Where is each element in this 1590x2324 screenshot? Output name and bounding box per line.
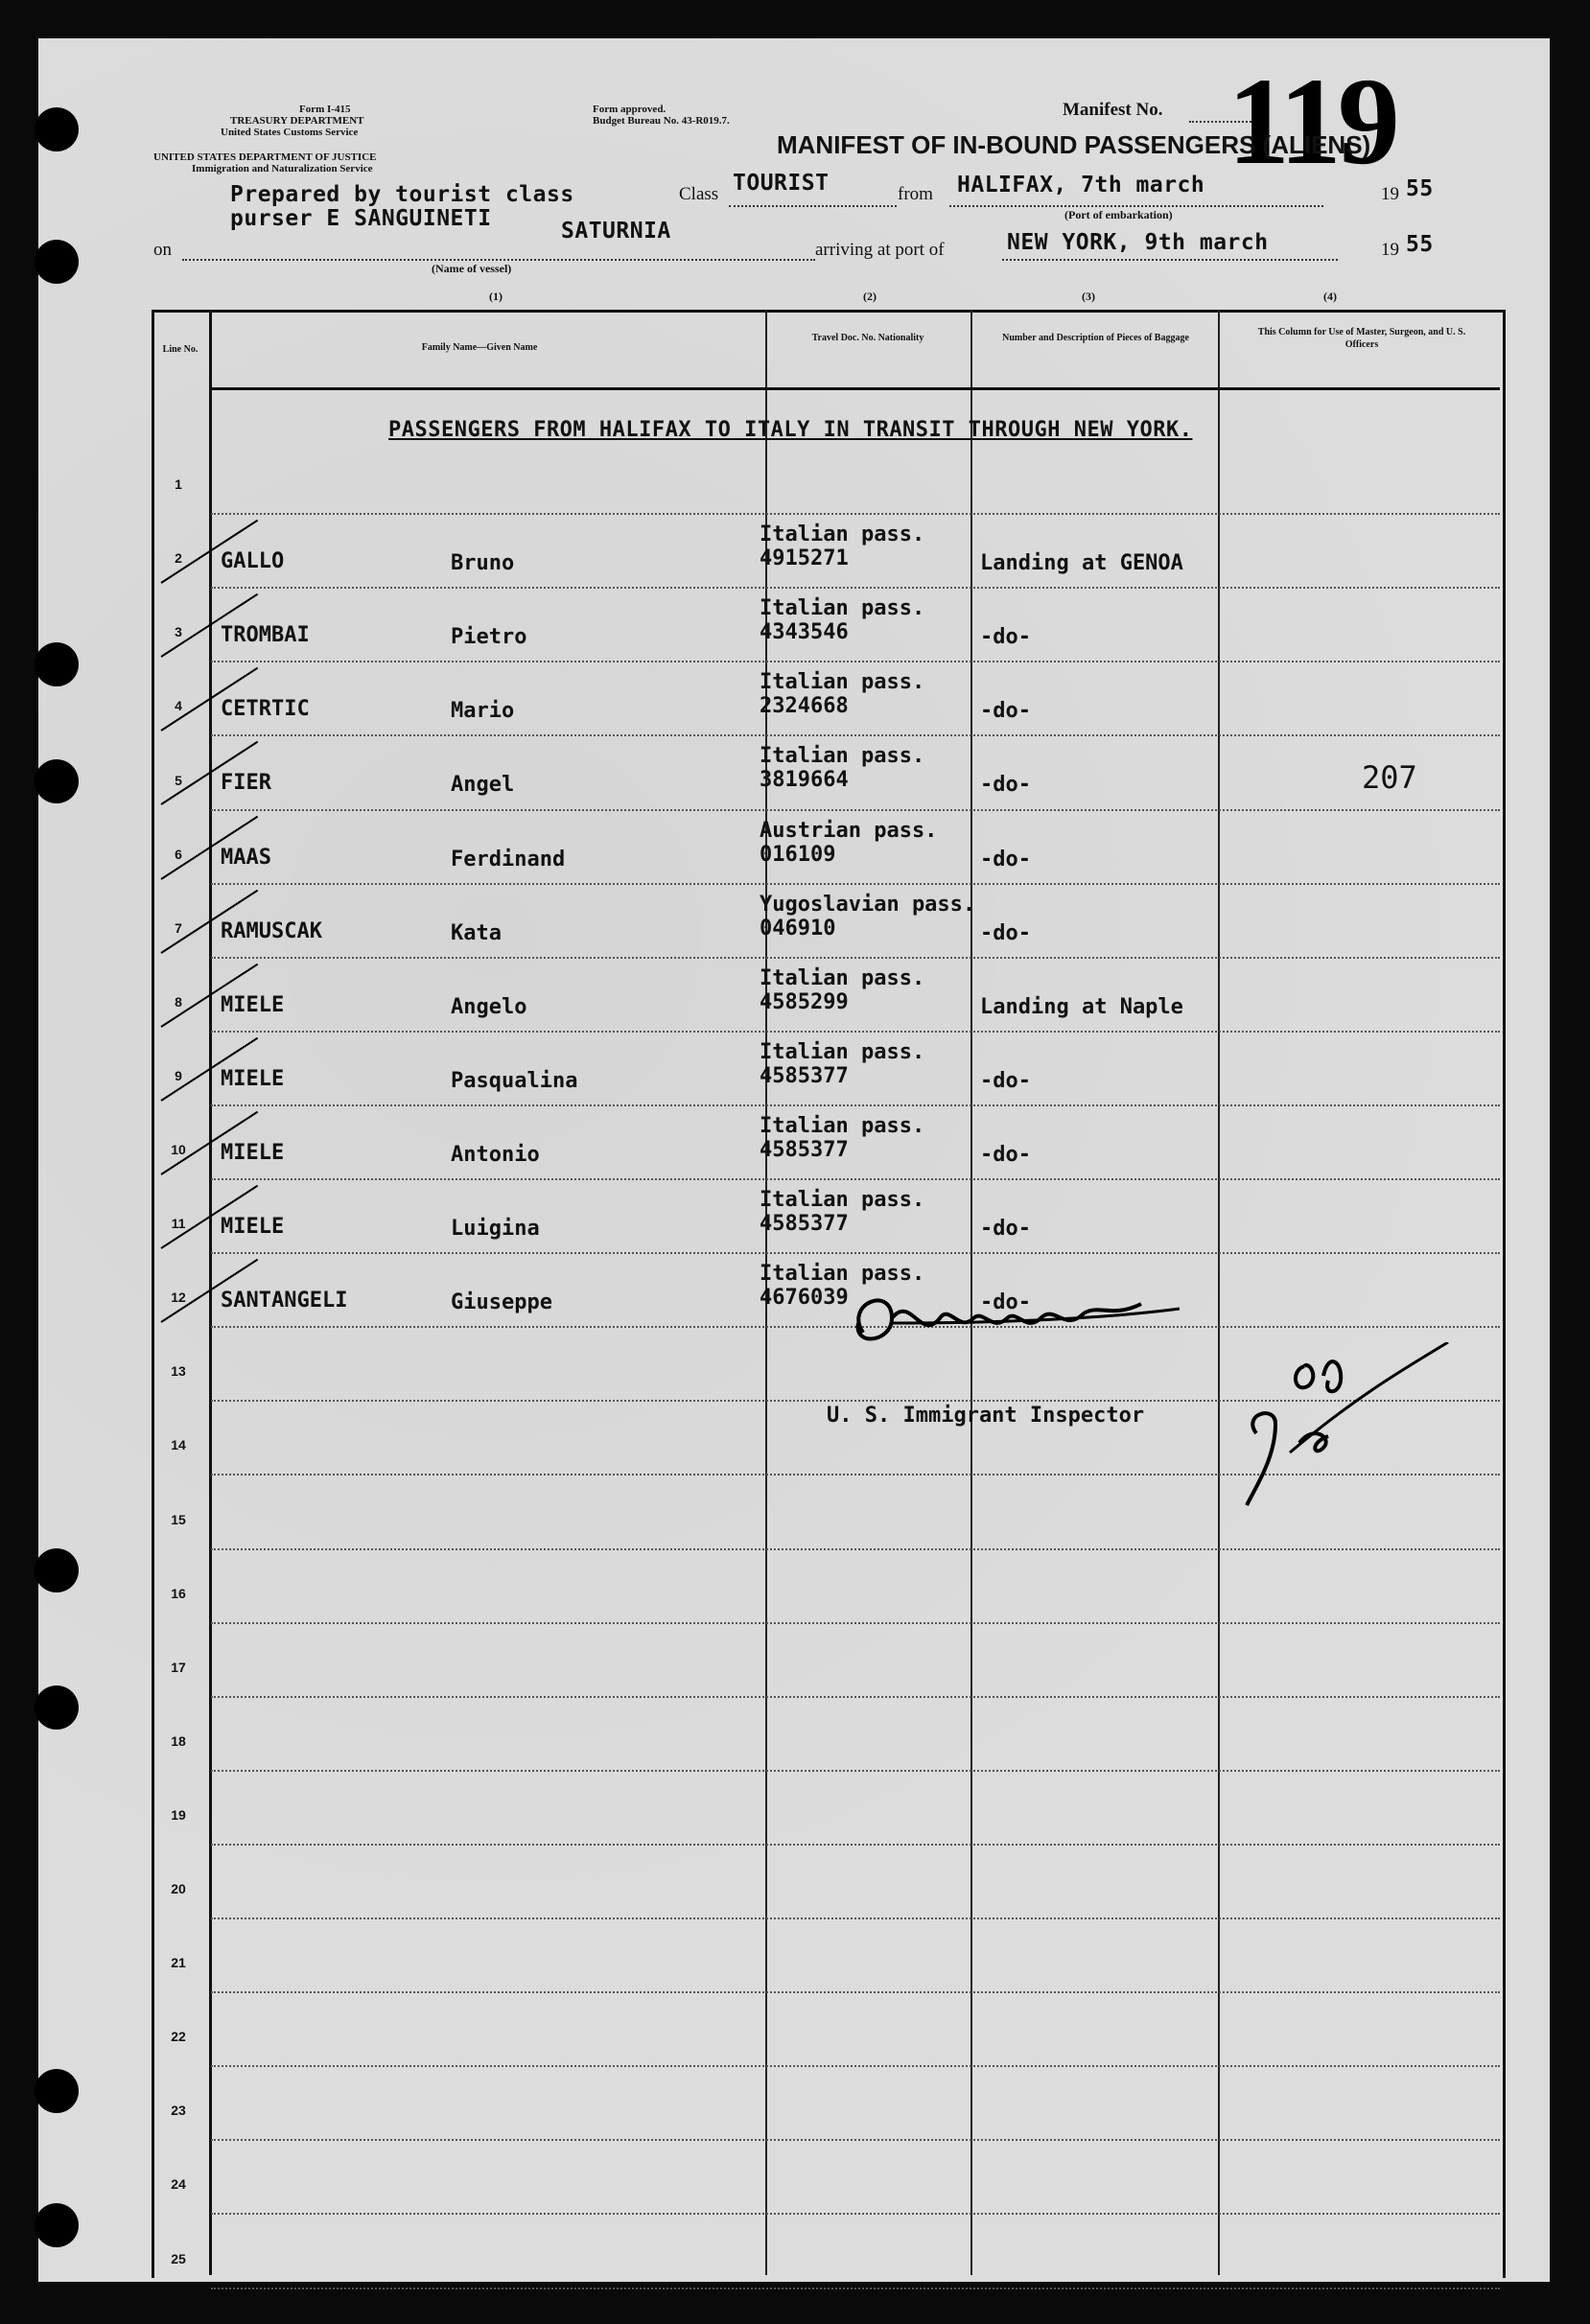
row-rule xyxy=(211,513,1500,515)
line-number: 7 xyxy=(175,919,182,936)
line-number: 24 xyxy=(171,2176,186,2193)
year-value-2: 55 xyxy=(1406,232,1434,257)
manifest-title: MANIFEST OF IN-BOUND PASSENGERS (ALIENS) xyxy=(777,130,1371,159)
line-number: 5 xyxy=(175,772,182,788)
travel-doc-number: 4915271 xyxy=(760,546,849,571)
line-number: 4 xyxy=(175,698,182,714)
row-rule xyxy=(211,1178,1500,1180)
header-baggage: Number and Description of Pieces of Baggage xyxy=(1002,333,1189,343)
port-embarkation-label: (Port of embarkation) xyxy=(1064,208,1173,221)
from-value: HALIFAX, 7th march xyxy=(957,173,1205,198)
nationality: Italian pass. xyxy=(760,744,925,769)
travel-doc-number: 4343546 xyxy=(760,620,849,645)
row-rule xyxy=(211,1548,1500,1550)
line-number: 17 xyxy=(171,1659,186,1675)
given-name: Antonio xyxy=(451,1142,540,1167)
travel-doc-number: 4676039 xyxy=(760,1286,849,1311)
travel-doc-number: 4585377 xyxy=(760,1063,849,1088)
travel-doc-number: 4585299 xyxy=(760,989,849,1014)
baggage: -do- xyxy=(980,699,1031,724)
line-number: 20 xyxy=(171,1881,186,1896)
row-rule xyxy=(211,1696,1500,1698)
column-number-1: (1) xyxy=(489,290,503,303)
baggage: -do- xyxy=(980,847,1031,872)
row-rule xyxy=(211,587,1500,589)
given-name: Pasqualina xyxy=(451,1068,578,1093)
family-name: GALLO xyxy=(221,549,285,574)
line-number: 1 xyxy=(175,476,182,493)
punch-hole xyxy=(35,1548,79,1592)
line-number: 16 xyxy=(171,1585,186,1601)
family-name: FIER xyxy=(221,771,271,796)
row-rule xyxy=(211,661,1500,662)
line-number: 14 xyxy=(171,1437,186,1453)
line-number: 15 xyxy=(171,1511,186,1527)
travel-doc-number: 2324668 xyxy=(760,694,849,719)
line-number: 22 xyxy=(171,2029,186,2045)
baggage: -do- xyxy=(980,1217,1031,1241)
given-name: Angel xyxy=(451,773,515,798)
manifest-no-label: Manifest No. xyxy=(1063,100,1163,120)
year-prefix-2: 19 xyxy=(1381,240,1399,260)
nationality: Italian pass. xyxy=(760,1113,925,1138)
row-rule xyxy=(211,1622,1500,1624)
row-rule xyxy=(211,2288,1500,2289)
manifest-page xyxy=(38,38,1550,2282)
family-name: MIELE xyxy=(221,1066,285,1091)
header-name: Family Name—Given Name xyxy=(421,342,538,353)
transit-note: PASSENGERS FROM HALIFAX TO ITALY IN TRANSIT THROUGH NEW YORK. xyxy=(388,418,1193,442)
line-number: 8 xyxy=(175,993,182,1010)
line-number: 9 xyxy=(175,1067,182,1083)
given-name: Giuseppe xyxy=(451,1290,552,1315)
purser: purser E SANGUINETI xyxy=(230,206,492,231)
row-rule xyxy=(211,1917,1500,1919)
year-prefix-1: 19 xyxy=(1381,184,1399,204)
line-number: 19 xyxy=(171,1806,186,1823)
on-label: on xyxy=(153,240,172,260)
row-rule xyxy=(211,883,1500,885)
family-name: MAAS xyxy=(221,845,271,870)
given-name: Bruno xyxy=(451,551,515,576)
column-number-3: (3) xyxy=(1082,290,1095,303)
form-approved: Form approved. xyxy=(593,104,666,115)
inspector-initials xyxy=(1237,1342,1486,1515)
nationality: Italian pass. xyxy=(760,670,925,695)
row-rule xyxy=(211,809,1500,811)
line-number: 2 xyxy=(175,550,182,567)
given-name: Pietro xyxy=(451,625,527,650)
baggage: -do- xyxy=(980,625,1031,650)
given-name: Kata xyxy=(451,920,502,945)
header-officers: This Column for Use of Master, Surgeon, and U. S. Officers xyxy=(1257,327,1466,350)
row-rule xyxy=(211,1844,1500,1846)
line-number: 21 xyxy=(171,1955,186,1971)
line-number: 25 xyxy=(171,2250,186,2266)
row-rule xyxy=(211,1031,1500,1033)
row-rule xyxy=(211,2139,1500,2141)
officer-note: 207 xyxy=(1362,759,1417,796)
travel-doc-number: 4585377 xyxy=(760,1212,849,1236)
punch-hole xyxy=(35,2069,79,2113)
header-line-no: Line No. xyxy=(162,344,199,355)
treasury-department: TREASURY DEPARTMENT xyxy=(230,115,364,127)
travel-doc-number: 3819664 xyxy=(760,768,849,793)
customs-service: United States Customs Service xyxy=(221,127,359,138)
family-name: MIELE xyxy=(221,992,285,1017)
year-value-1: 55 xyxy=(1406,176,1434,201)
punch-hole xyxy=(35,1685,79,1730)
baggage: -do- xyxy=(980,1142,1031,1167)
given-name: Luigina xyxy=(451,1217,540,1241)
baggage: -do- xyxy=(980,1290,1031,1315)
class-value: TOURIST xyxy=(733,171,830,196)
line-number: 3 xyxy=(175,624,182,640)
baggage: -do- xyxy=(980,920,1031,945)
punch-hole xyxy=(35,759,79,803)
given-name: Angelo xyxy=(451,994,527,1019)
nationality: Italian pass. xyxy=(760,1188,925,1212)
budget-bureau: Budget Bureau No. 43-R019.7. xyxy=(593,115,730,127)
punch-hole xyxy=(35,642,79,686)
arriving-label: arriving at port of xyxy=(815,240,945,260)
form-number: Form I-415 xyxy=(299,104,351,115)
family-name: CETRTIC xyxy=(221,697,310,722)
immigration-service: Immigration and Naturalization Service xyxy=(192,163,373,174)
column-number-4: (4) xyxy=(1323,290,1337,303)
column-number-2: (2) xyxy=(863,290,877,303)
line-number: 13 xyxy=(171,1363,186,1380)
manifest-number: 119 xyxy=(1228,53,1396,191)
nationality: Italian pass. xyxy=(760,1039,925,1064)
family-name: MIELE xyxy=(221,1215,285,1239)
row-rule xyxy=(211,957,1500,959)
line-number: 18 xyxy=(171,1732,186,1749)
justice-department: UNITED STATES DEPARTMENT OF JUSTICE xyxy=(153,151,377,163)
row-rule xyxy=(211,734,1500,736)
inspector-signature xyxy=(834,1266,1199,1419)
nationality: Austrian pass. xyxy=(760,818,938,843)
nationality: Yugoslavian pass. xyxy=(760,892,976,917)
given-name: Ferdinand xyxy=(451,847,566,872)
line-number: 12 xyxy=(171,1290,186,1306)
row-rule xyxy=(211,1104,1500,1106)
travel-doc-number: 4585377 xyxy=(760,1137,849,1162)
family-name: RAMUSCAK xyxy=(221,918,322,943)
vessel-label: (Name of vessel) xyxy=(432,262,512,275)
baggage: Landing at Naple xyxy=(980,994,1183,1019)
from-label: from xyxy=(898,184,933,204)
row-rule xyxy=(211,2065,1500,2067)
row-rule xyxy=(211,1252,1500,1254)
family-name: TROMBAI xyxy=(221,623,310,648)
nationality: Italian pass. xyxy=(760,596,925,621)
nationality: Italian pass. xyxy=(760,523,925,547)
nationality: Italian pass. xyxy=(760,1262,925,1287)
baggage: -do- xyxy=(980,1068,1031,1093)
baggage: -do- xyxy=(980,773,1031,798)
travel-doc-number: 046910 xyxy=(760,916,836,941)
header-travel-doc: Travel Doc. No. Nationality xyxy=(811,333,924,343)
punch-hole xyxy=(35,107,79,151)
punch-hole xyxy=(35,2203,79,2247)
row-rule xyxy=(211,2213,1500,2215)
line-number: 23 xyxy=(171,2103,186,2119)
vessel-name: SATURNIA xyxy=(561,219,671,244)
line-number: 11 xyxy=(171,1216,186,1232)
family-name: MIELE xyxy=(221,1140,285,1165)
punch-hole xyxy=(35,240,79,284)
given-name: Mario xyxy=(451,699,515,724)
prepared-by: Prepared by tourist class xyxy=(230,182,574,207)
family-name: SANTANGELI xyxy=(221,1289,348,1313)
row-rule xyxy=(211,1770,1500,1772)
line-number: 10 xyxy=(171,1142,186,1157)
row-rule xyxy=(211,1991,1500,1993)
inspector-label: U. S. Immigrant Inspector xyxy=(827,1404,1145,1428)
arriving-value: NEW YORK, 9th march xyxy=(1007,230,1269,255)
baggage: Landing at GENOA xyxy=(980,551,1183,576)
nationality: Italian pass. xyxy=(760,965,925,990)
travel-doc-number: 016109 xyxy=(760,842,836,867)
class-label: Class xyxy=(679,184,719,204)
line-number: 6 xyxy=(175,846,182,862)
